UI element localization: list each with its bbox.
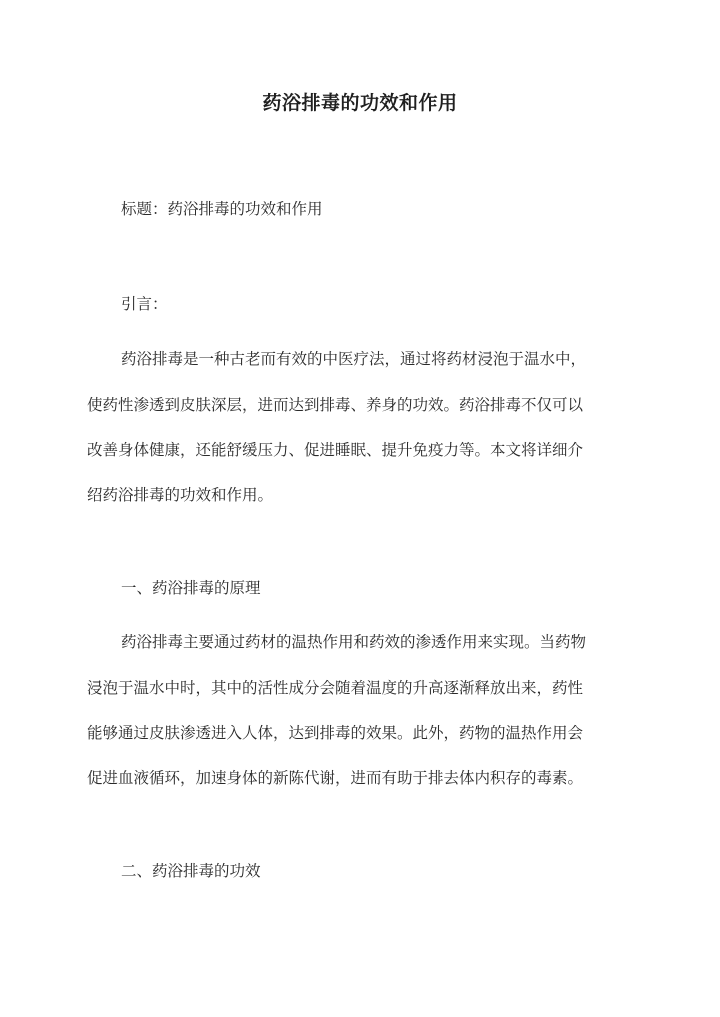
intro-paragraph-line-4: 绍药浴排毒的功效和作用。 [87, 486, 274, 504]
intro-label: 引言： [121, 295, 168, 313]
intro-paragraph-line-1: 药浴排毒是一种古老而有效的中医疗法，通过将药材浸泡于温水中， [121, 350, 587, 368]
section2-heading: 二、药浴排毒的功效 [121, 862, 261, 880]
heading-line: 标题：药浴排毒的功效和作用 [121, 200, 323, 218]
section1-paragraph-line-4: 促进血液循环，加速身体的新陈代谢，进而有助于排去体内积存的毒素。 [87, 769, 584, 787]
section1-paragraph-line-3: 能够通过皮肤渗透进入人体，达到排毒的效果。此外，药物的温热作用会 [87, 724, 584, 742]
section1-paragraph-line-1: 药浴排毒主要通过药材的温热作用和药效的渗透作用来实现。当药物 [121, 633, 587, 651]
document-title: 药浴排毒的功效和作用 [262, 92, 458, 114]
section1-heading: 一、药浴排毒的原理 [121, 579, 261, 597]
intro-paragraph-line-3: 改善身体健康，还能舒缓压力、促进睡眠、提升免疫力等。本文将详细介 [87, 441, 584, 459]
section1-paragraph-line-2: 浸泡于温水中时，其中的活性成分会随着温度的升高逐渐释放出来，药性 [87, 679, 584, 697]
intro-paragraph-line-2: 使药性渗透到皮肤深层，进而达到排毒、养身的功效。药浴排毒不仅可以 [87, 396, 584, 414]
